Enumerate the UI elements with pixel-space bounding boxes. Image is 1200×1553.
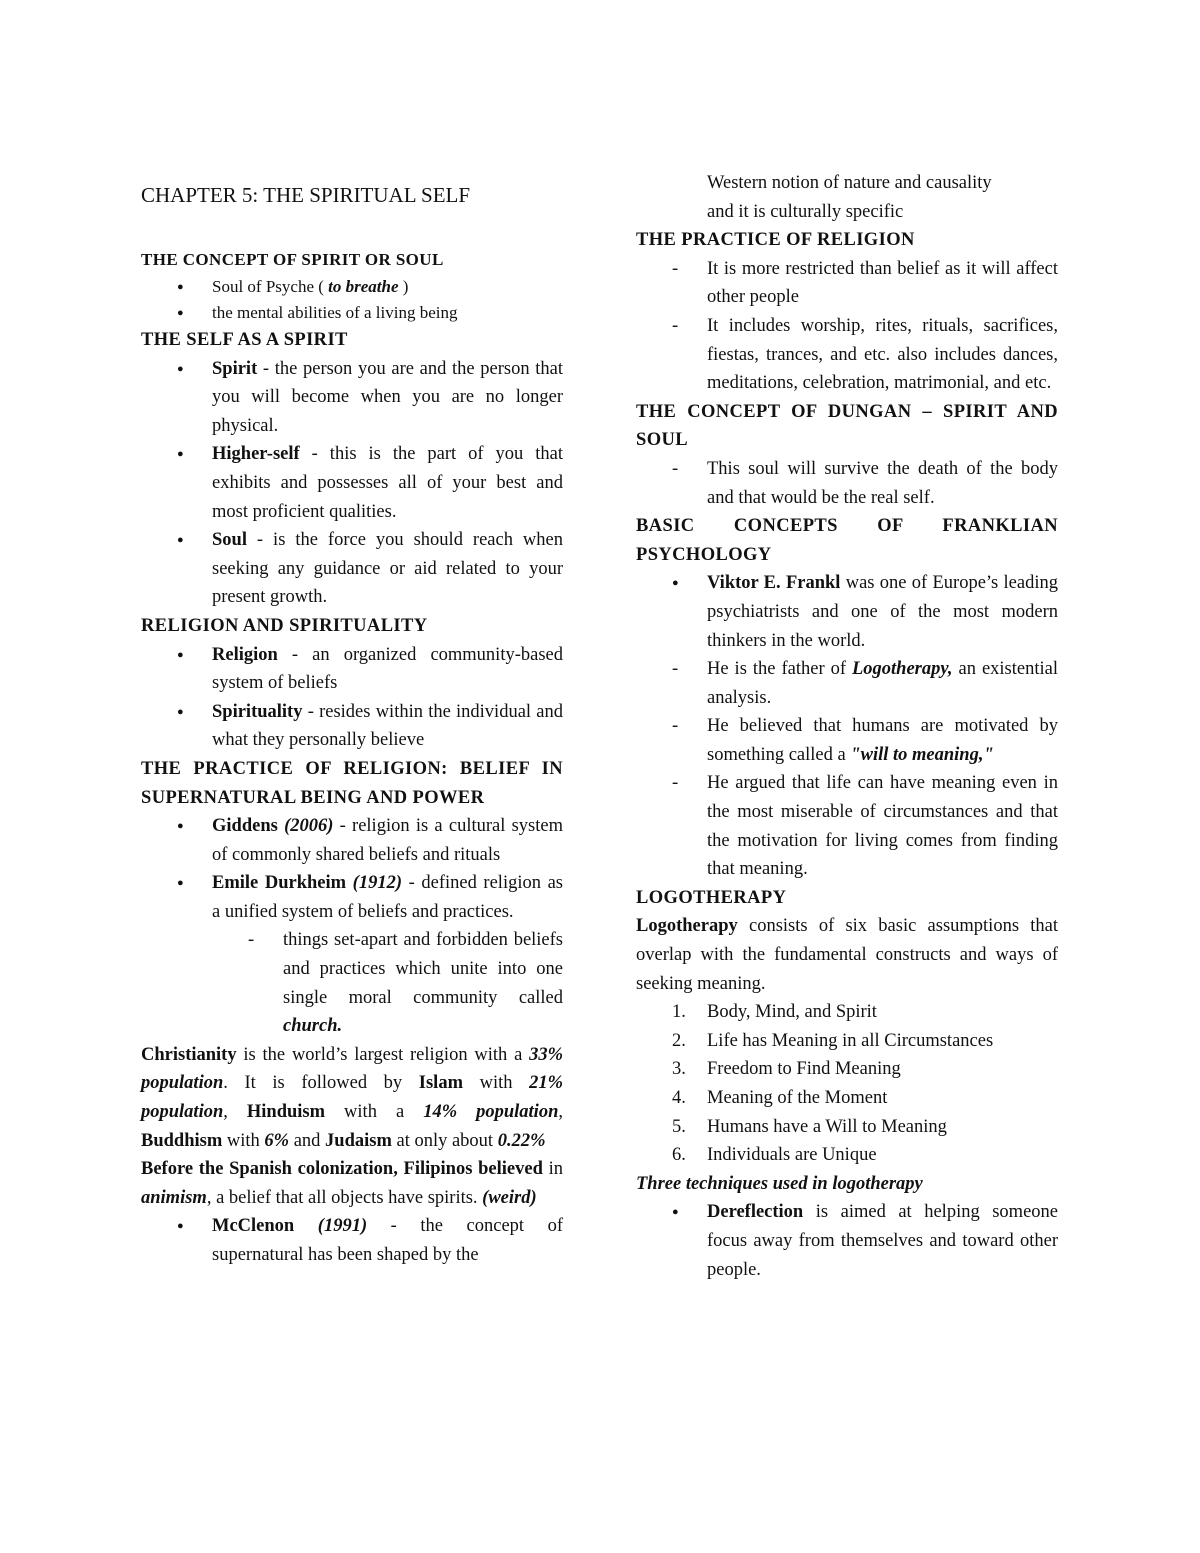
list-item: ● Religion - an organized community-based system of beliefs (141, 641, 563, 698)
list-item: ● the mental abilities of a living being (141, 300, 563, 326)
assumption-item (636, 1055, 1058, 1084)
mcclenon-list (141, 1212, 563, 1269)
heading-logotherapy: LOGOTHERAPY (636, 887, 787, 908)
filipino-paragraph: Before the Spanish colonization, Filipinos believed in animism, a belief that all objects have spirits. (weird) (141, 1159, 563, 1208)
assumption-text: Meaning of the Moment (707, 1088, 888, 1108)
assumption-item (636, 1141, 1058, 1170)
religion-stats-paragraph: Christianity is the world’s largest religion with a 33% population. It is followed by Islam with 21% population, Hinduism with a 14% population, Buddhism with 6% and Judaism at only about 0.22% (141, 1044, 563, 1151)
heading-dungan: THE CONCEPT OF DUNGAN – SPIRIT AND SOUL (636, 401, 1058, 451)
assumption-text: Freedom to Find Meaning (707, 1059, 901, 1080)
assumption-number: 5. (672, 1116, 686, 1137)
chapter-title: CHAPTER 5: THE SPIRITUAL SELF (141, 183, 471, 207)
practice-list (141, 812, 563, 1041)
concept-list (141, 274, 563, 326)
practice-dash-list (636, 255, 1058, 398)
assumption-text: Humans have a Will to Meaning (707, 1116, 947, 1137)
right-flow (636, 169, 1058, 1284)
assumption-item (636, 1027, 1058, 1056)
list-item: - He is the father of Logotherapy, an existential analysis. (672, 659, 1058, 708)
assumption-text: Life has Meaning in all Circumstances (707, 1030, 994, 1051)
assumption-item (636, 998, 1058, 1027)
list-item: ● Giddens (2006) - religion is a cultural system of commonly shared beliefs and rituals (141, 812, 563, 869)
assumptions-list (636, 998, 1058, 1170)
assumption-text: Individuals are Unique (707, 1145, 877, 1166)
assumption-number: 3. (672, 1059, 686, 1080)
heading-religion-spirituality: RELIGION AND SPIRITUALITY (141, 615, 428, 636)
list-item: - He believed that humans are motivated by something called a "will to meaning," (672, 716, 1058, 765)
continued-text: and it is culturally specific (707, 201, 904, 222)
list-item: ● Viktor E. Frankl was one of Europe’s leading psychiatrists and one of the most modern thinkers in the world. (636, 569, 1058, 655)
list-item: ● Soul of Psyche ( to breathe ) (141, 274, 563, 300)
techniques-heading: Three techniques used in logotherapy (636, 1173, 923, 1194)
techniques-list (636, 1198, 1058, 1284)
assumption-item (636, 1084, 1058, 1113)
list-item: ● Spirit - the person you are and the person that you will become when you are no longer physical. (141, 355, 563, 441)
heading-practice-religion: THE PRACTICE OF RELIGION (636, 230, 915, 251)
heading-practice-belief: THE PRACTICE OF RELIGION: BELIEF IN SUPERNATURAL BEING AND POWER (141, 758, 563, 808)
assumption-number: 6. (672, 1145, 686, 1166)
assumption-number: 1. (672, 1002, 686, 1023)
list-item: ● Soul - is the force you should reach when seeking any guidance or aid related to your present growth. (141, 526, 563, 612)
assumption-number: 4. (672, 1088, 686, 1108)
heading-self-as-spirit: THE SELF AS A SPIRIT (141, 330, 348, 350)
list-item: ● McClenon (1991) - the concept of supernatural has been shaped by the (141, 1212, 563, 1269)
religion-list (141, 641, 563, 755)
list-item: - He argued that life can have meaning even in the most miserable of circumstances and that the motivation for living comes from finding that meaning. (672, 773, 1058, 880)
list-item: ● Emile Durkheim (1912) - defined religion as a unified system of beliefs and practices. (141, 869, 563, 926)
list-item: ● Dereflection is aimed at helping someone focus away from themselves and toward other people. (636, 1198, 1058, 1284)
list-item: ● Higher-self - this is the part of you that exhibits and possesses all of your best and most proficient qualities. (141, 440, 563, 526)
heading-concept-spirit: THE CONCEPT OF SPIRIT OR SOUL (141, 250, 444, 269)
dungan-list (636, 455, 1058, 512)
assumption-text: Body, Mind, and Spirit (707, 1002, 877, 1023)
heading-franklian: BASIC CONCEPTS OF FRANKLIAN PSYCHOLOGY (636, 516, 1058, 565)
frankl-list (636, 569, 1058, 884)
list-item: - things set-apart and forbidden beliefs and practices which unite into one single moral community called church. (248, 930, 563, 1037)
assumption-number: 2. (672, 1030, 686, 1051)
left-flow (141, 246, 563, 1270)
assumption-item (636, 1113, 1058, 1142)
list-item: - It is more restricted than belief as it will affect other people (672, 258, 1058, 308)
list-item: - This soul will survive the death of the body and that would be the real self. (672, 458, 1058, 508)
list-item: - It includes worship, rites, rituals, sacrifices, fiestas, trances, and etc. also includes dances, meditations, celebration, matrimonial, and etc. (672, 315, 1058, 394)
self-list (141, 355, 563, 612)
continued-text: Western notion of nature and causality (707, 173, 992, 193)
list-item: ● Spirituality - resides within the individual and what they personally believe (141, 698, 563, 755)
logotherapy-paragraph: Logotherapy consists of six basic assumptions that overlap with the fundamental constructs and ways of seeking meaning. (636, 916, 1058, 994)
